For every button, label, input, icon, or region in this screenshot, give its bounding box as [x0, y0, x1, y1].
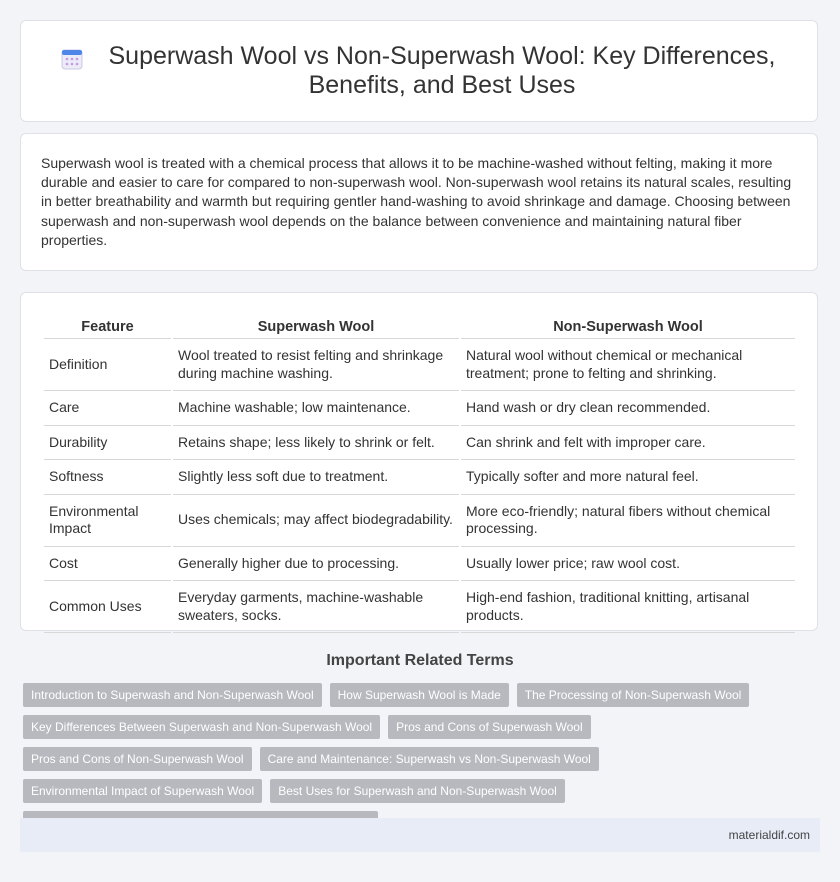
related-term-link[interactable]: How Superwash Wool is Made	[330, 683, 509, 707]
table-cell-non-superwash: Typically softer and more natural feel.	[461, 460, 795, 495]
related-term-link[interactable]: Pros and Cons of Non-Superwash Wool	[23, 747, 252, 771]
table-cell-non-superwash: Usually lower price; raw wool cost.	[461, 547, 795, 582]
related-term-link[interactable]: Introduction to Superwash and Non-Superwash Wool	[23, 683, 322, 707]
table-cell-feature: Definition	[44, 339, 171, 391]
related-term-link[interactable]: The Processing of Non-Superwash Wool	[517, 683, 750, 707]
footer	[20, 818, 820, 852]
table-cell-feature: Environmental Impact	[44, 495, 171, 547]
calendar-icon	[61, 48, 83, 70]
related-term-link[interactable]: Best Uses for Superwash and Non-Superwash Wool	[270, 779, 565, 803]
summary-card	[20, 133, 818, 271]
table-row	[44, 495, 795, 547]
table-cell-non-superwash: Natural wool without chemical or mechanical treatment; prone to felting and shrinking.	[461, 339, 795, 391]
table-cell-superwash: Retains shape; less likely to shrink or felt.	[173, 426, 459, 461]
table-cell-feature: Softness	[44, 460, 171, 495]
header-inner	[61, 42, 777, 100]
table-cell-non-superwash: Can shrink and felt with improper care.	[461, 426, 795, 461]
table-row	[44, 339, 795, 391]
table-cell-non-superwash: Hand wash or dry clean recommended.	[461, 391, 795, 426]
table-row	[44, 391, 795, 426]
table-cell-superwash: Everyday garments, machine-washable sweaters, socks.	[173, 581, 459, 633]
table-cell-non-superwash: High-end fashion, traditional knitting, artisanal products.	[461, 581, 795, 633]
table-header-row	[44, 313, 795, 339]
table-row	[44, 581, 795, 633]
table-cell-feature: Durability	[44, 426, 171, 461]
column-header-superwash: Superwash Wool	[173, 313, 459, 339]
table-cell-superwash: Wool treated to resist felting and shrinkage during machine washing.	[173, 339, 459, 391]
comparison-table	[42, 313, 797, 633]
related-term-link[interactable]: Environmental Impact of Superwash Wool	[23, 779, 262, 803]
table-cell-feature: Cost	[44, 547, 171, 582]
table-row	[44, 460, 795, 495]
table-cell-superwash: Slightly less soft due to treatment.	[173, 460, 459, 495]
related-term-link[interactable]: Key Differences Between Superwash and Non-Superwash Wool	[23, 715, 380, 739]
table-cell-feature: Care	[44, 391, 171, 426]
table-cell-superwash: Machine washable; low maintenance.	[173, 391, 459, 426]
page-title: Superwash Wool vs Non-Superwash Wool: Key Differences, Benefits, and Best Uses	[108, 42, 776, 99]
column-header-feature: Feature	[44, 313, 171, 339]
table-cell-superwash: Uses chemicals; may affect biodegradability.	[173, 495, 459, 547]
table-cell-non-superwash: More eco-friendly; natural fibers without chemical processing.	[461, 495, 795, 547]
related-term-link[interactable]: Care and Maintenance: Superwash vs Non-Superwash Wool	[260, 747, 599, 771]
related-term-link[interactable]: Pros and Cons of Superwash Wool	[388, 715, 591, 739]
comparison-table-card	[20, 292, 818, 631]
summary-text: Superwash wool is treated with a chemical process that allows it to be machine-washed without felting, making it more durable and easier to care for compared to non-superwash wool. Non-superwash wool retains its natural scales, resulting in better breathability and warmth but requiring gentler hand-washing to avoid shrinkage and damage. Choosing between superwash and non-superwash wool depends on the balance between convenience and maintaining natural fiber properties.	[41, 155, 792, 248]
table-row	[44, 426, 795, 461]
table-row	[44, 547, 795, 582]
header-card	[20, 20, 818, 122]
table-cell-superwash: Generally higher due to processing.	[173, 547, 459, 582]
related-terms-title: Important Related Terms	[326, 652, 514, 669]
table-cell-feature: Common Uses	[44, 581, 171, 633]
column-header-non-superwash: Non-Superwash Wool	[461, 313, 795, 339]
footer-site-link[interactable]: materialdif.com	[728, 828, 810, 842]
